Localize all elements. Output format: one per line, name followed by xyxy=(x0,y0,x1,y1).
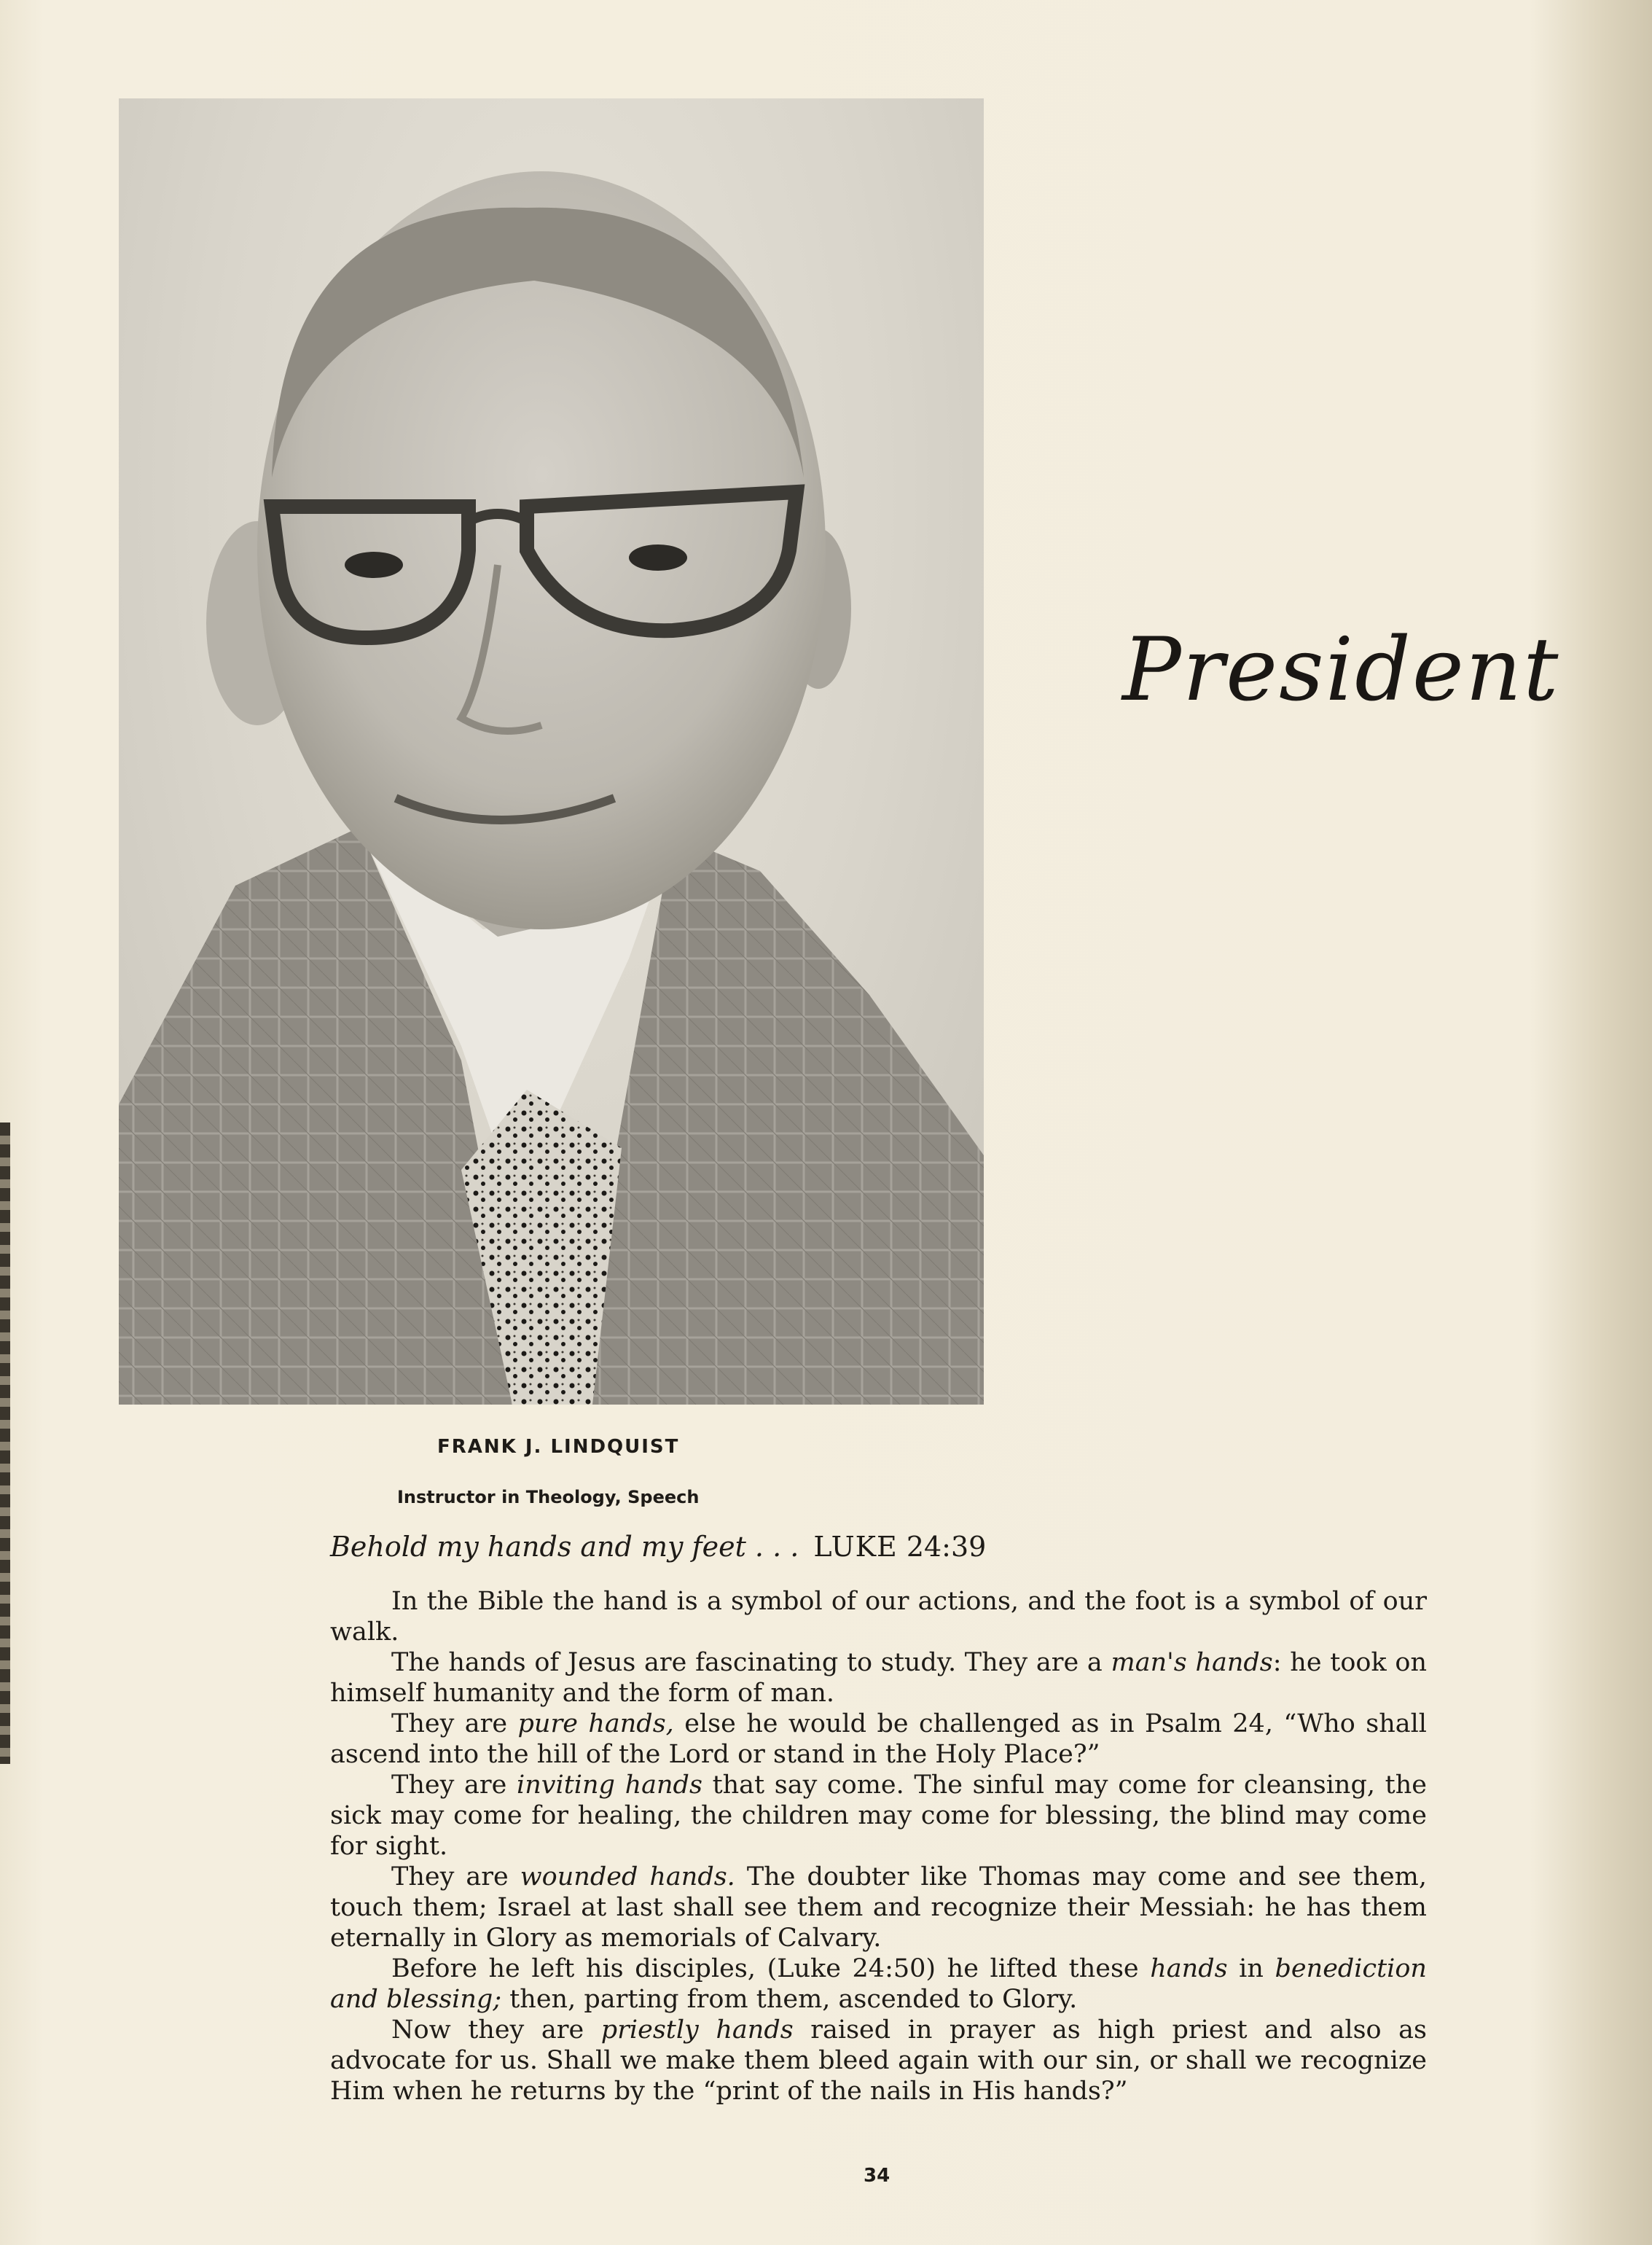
body-run: Now they are xyxy=(391,2015,601,2045)
body-run: : he took on himself humanity and the form of man. xyxy=(330,1648,1428,1708)
body-run: else he would be challenged as in Psalm 24, “Who shall ascend into the hill of the Lord or stand in the Holy Place?” xyxy=(330,1709,1427,1769)
body-run: They are xyxy=(391,1862,520,1891)
body-run: The doubter like Thomas may come and see them, touch them; Israel at last shall see them and recognize their Messiah: he has them eternally in Glory as memorials of Calvary. xyxy=(330,1862,1427,1953)
body-run: They are xyxy=(391,1709,518,1738)
epigraph-ref-verse: 24:39 xyxy=(906,1531,987,1563)
emphasis-text: wounded hands. xyxy=(520,1862,735,1891)
epigraph-ref-book: LUKE xyxy=(813,1531,898,1563)
portrait-photo xyxy=(119,98,984,1405)
binding-edge xyxy=(0,1122,10,1764)
body-run: In the Bible the hand is a symbol of our actions, and the foot is a symbol of our walk. xyxy=(330,1587,1427,1647)
emphasis-text: benediction and blessing; xyxy=(330,1954,1427,2014)
caption-name: FRANK J. LINDQUIST xyxy=(437,1436,680,1458)
emphasis-text: priestly hands xyxy=(600,2015,794,2045)
body-paragraph xyxy=(330,1647,1427,1709)
body-run: They are xyxy=(391,1770,517,1800)
body-run: that say come. The sinful may come for cleansing, the sick may come for healing, the children may come for blessing, the blind may come for sight. xyxy=(330,1770,1427,1861)
emphasis-text: pure hands, xyxy=(517,1709,674,1738)
page-title: President xyxy=(1122,620,1560,721)
body-run: Before he left his disciples, (Luke 24:50) he lifted these xyxy=(391,1954,1151,1983)
emphasis-text: man's hands xyxy=(1111,1648,1273,1677)
caption-role: Instructor in Theology, Speech xyxy=(397,1487,700,1507)
body-paragraph xyxy=(330,1709,1427,1770)
body-run: The hands of Jesus are fascinating to study. They are a xyxy=(391,1648,1111,1677)
body-text xyxy=(330,1586,1427,2107)
body-run: then, parting from them, ascended to Glory. xyxy=(501,1985,1078,2014)
body-run: in xyxy=(1227,1954,1275,1983)
body-paragraph xyxy=(330,2015,1427,2107)
body-run: raised in prayer as high priest and also as advocate for us. Shall we make them bleed again with our sin, or shall we recognize Him when he returns by the “print of the nails in His hands?” xyxy=(330,2015,1428,2106)
epigraph xyxy=(330,1531,986,1563)
emphasis-text: inviting hands xyxy=(517,1770,702,1800)
body-paragraph xyxy=(330,1770,1427,1862)
page-number: 34 xyxy=(864,2165,890,2187)
body-paragraph xyxy=(330,1953,1427,2015)
body-paragraph xyxy=(330,1862,1427,1953)
epigraph-quote: Behold my hands and my feet . . . xyxy=(330,1531,799,1563)
epigraph-reference xyxy=(813,1531,986,1563)
emphasis-text: hands xyxy=(1150,1954,1228,1983)
body-paragraph xyxy=(330,1586,1427,1647)
